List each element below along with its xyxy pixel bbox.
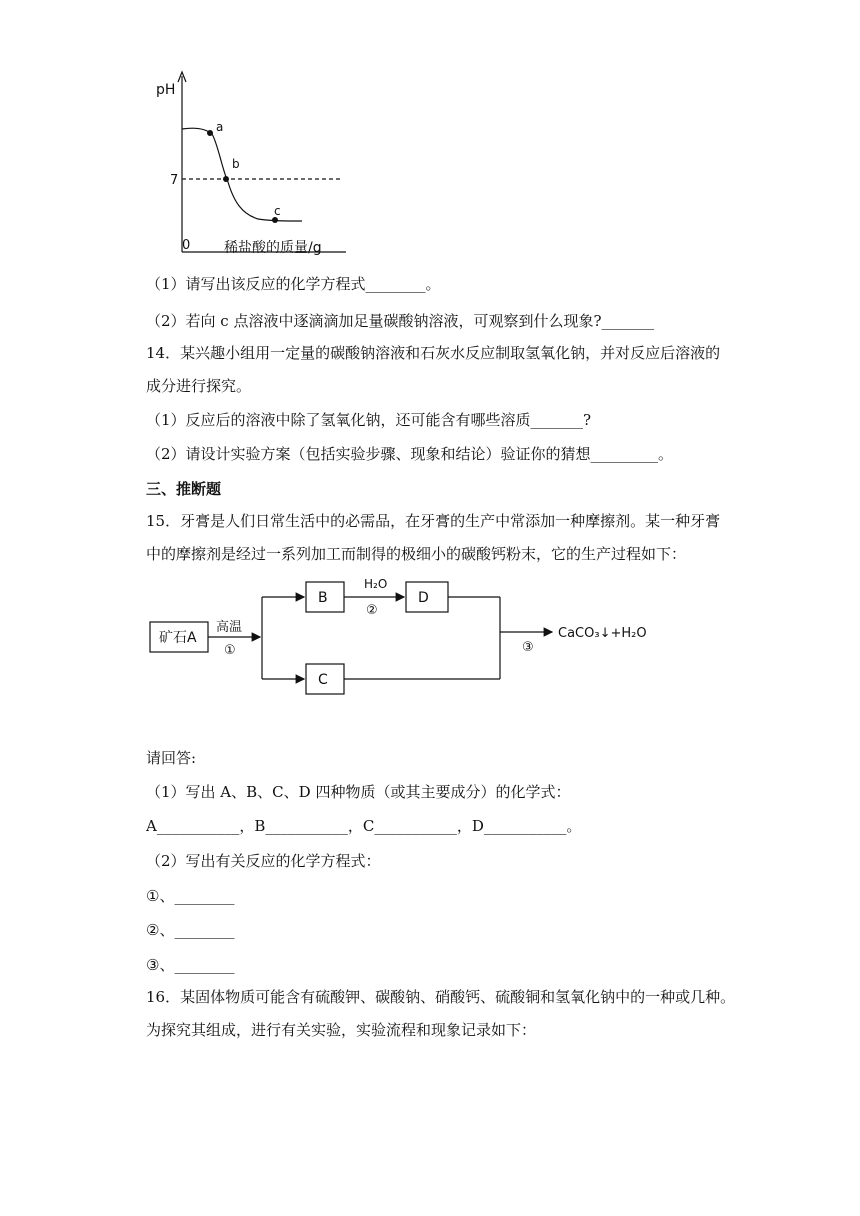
q14-part2: （2）请设计实验方案（包括实验步骤、现象和结论）验证你的猜想_________。 xyxy=(146,445,674,463)
q16-stem-2: 为探究其组成，进行有关实验，实验流程和现象记录如下： xyxy=(146,1021,537,1039)
q15-prompt: 请回答: xyxy=(146,749,197,767)
d-label: D xyxy=(418,590,429,606)
water-label: H₂O xyxy=(364,577,388,591)
ph-curve xyxy=(182,128,302,221)
step2-label: ② xyxy=(366,603,378,618)
q15-part2: （2）写出有关反应的化学方程式： xyxy=(146,852,381,870)
q15-eq2: ②、________ xyxy=(146,921,235,939)
section-title: 三、推断题 xyxy=(146,480,222,498)
q14-part1: （1）反应后的溶液中除了氢氧化钠，还可能含有哪些溶质_______? xyxy=(146,411,592,429)
point-c-label: c xyxy=(274,204,281,218)
q15-eq3: ③、________ xyxy=(146,956,235,974)
step3-label: ③ xyxy=(522,640,534,655)
c-label: C xyxy=(318,672,328,688)
y-axis-label: pH xyxy=(156,82,176,98)
point-b xyxy=(223,176,229,182)
q15-blanks: A___________，B___________，C___________，D___________。 xyxy=(146,817,582,835)
q15-stem-1: 15．牙膏是人们日常生活中的必需品，在牙膏的生产中常添加一种摩擦剂。某一种牙膏 xyxy=(146,512,721,530)
q14-stem-1: 14．某兴趣小组用一定量的碳酸钠溶液和石灰水反应制取氢氧化钠，并对反应后溶液的 xyxy=(146,344,721,362)
point-a xyxy=(207,130,213,136)
ph7-tick-label: 7 xyxy=(170,173,179,188)
x-axis-label: 稀盐酸的质量/g xyxy=(224,240,322,256)
production-flow-diagram xyxy=(146,576,676,704)
q15-eq1: ①、________ xyxy=(146,887,235,905)
step1-label: ① xyxy=(224,643,236,658)
q13-part2: （2）若向 c 点溶液中逐滴滴加足量碳酸钠溶液，可观察到什么现象?_______ xyxy=(146,312,655,330)
point-a-label: a xyxy=(216,120,224,134)
q16-stem-1: 16．某固体物质可能含有硫酸钾、碳酸钠、硝酸钙、硫酸铜和氢氧化钠中的一种或几种。 xyxy=(146,988,736,1006)
q13-part1: （1）请写出该反应的化学方程式________。 xyxy=(146,275,441,293)
product-label: CaCO₃↓+H₂O xyxy=(558,626,647,641)
high-temp-label: 高温 xyxy=(216,620,243,635)
origin-label: 0 xyxy=(182,238,191,253)
ph-chart xyxy=(146,64,356,260)
q15-part1: （1）写出 A、B、C、D 四种物质（或其主要成分）的化学式： xyxy=(146,783,571,801)
b-label: B xyxy=(318,590,328,606)
point-b-label: b xyxy=(232,157,240,171)
q14-stem-2: 成分进行探究。 xyxy=(146,377,252,395)
q15-stem-2: 中的摩擦剂是经过一系列加工而制得的极细小的碳酸钙粉末，它的生产过程如下： xyxy=(146,545,687,563)
ore-a-label: 矿石A xyxy=(159,630,197,646)
